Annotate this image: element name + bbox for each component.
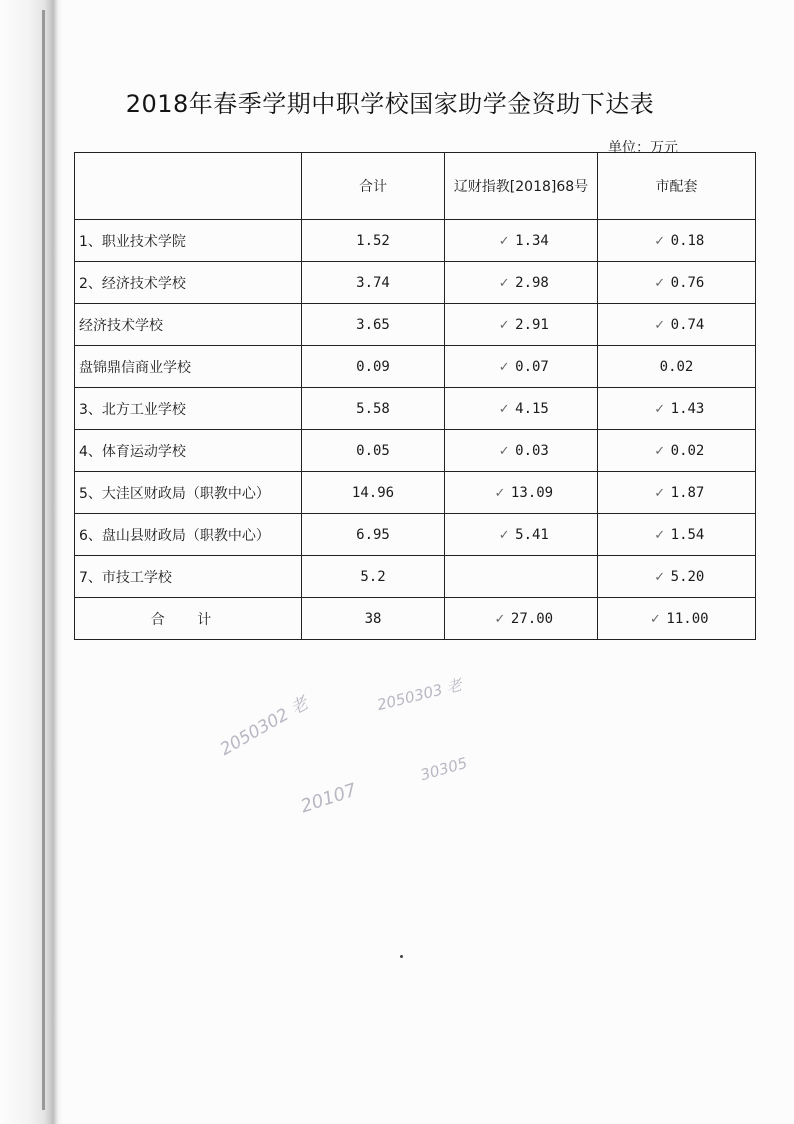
check-mark-icon: ✓ bbox=[498, 275, 510, 291]
handwritten-note: 2050303 老 bbox=[375, 675, 464, 715]
row-provincial-value: 2.91 bbox=[515, 316, 549, 333]
row-name: 1、职业技术学院 bbox=[75, 220, 302, 262]
row-total: 0.05 bbox=[302, 430, 445, 472]
check-mark-icon: ✓ bbox=[494, 485, 506, 501]
check-mark-icon: ✓ bbox=[654, 317, 666, 333]
row-provincial-value: 1.34 bbox=[515, 232, 549, 249]
row-name: 经济技术学校 bbox=[75, 304, 302, 346]
check-mark-icon: ✓ bbox=[654, 401, 666, 417]
unit-label: 单位：万元 bbox=[608, 140, 678, 156]
row-name: 4、体育运动学校 bbox=[75, 430, 302, 472]
row-city-value: 1.87 bbox=[670, 484, 705, 501]
header-provincial: 辽财指教[2018]68号 bbox=[445, 153, 598, 220]
check-mark-icon: ✓ bbox=[654, 443, 666, 459]
sum-total: 38 bbox=[302, 598, 445, 640]
sum-city-value: 11.00 bbox=[666, 610, 709, 627]
sum-provincial bbox=[445, 598, 598, 640]
check-mark-icon: ✓ bbox=[498, 443, 510, 459]
row-city bbox=[598, 556, 756, 598]
table-row bbox=[75, 472, 756, 514]
row-name: 7、市技工学校 bbox=[75, 556, 302, 598]
row-provincial-value: 5.41 bbox=[515, 526, 549, 543]
document-title: 2018年春季学期中职学校国家助学金资助下达表 bbox=[125, 90, 655, 118]
row-total: 5.58 bbox=[302, 388, 445, 430]
row-name: 5、大洼区财政局（职教中心） bbox=[75, 472, 302, 514]
table-row bbox=[75, 304, 756, 346]
row-city-value: 0.02 bbox=[659, 358, 694, 375]
row-city bbox=[598, 388, 756, 430]
scan-speck bbox=[400, 955, 403, 958]
table-row bbox=[75, 514, 756, 556]
row-city bbox=[598, 472, 756, 514]
table-row bbox=[75, 220, 756, 262]
check-mark-icon: ✓ bbox=[498, 527, 510, 543]
row-city-value: 0.18 bbox=[670, 232, 705, 249]
row-city-value: 5.20 bbox=[670, 568, 705, 585]
header-name bbox=[75, 153, 302, 220]
row-city bbox=[598, 262, 756, 304]
row-provincial bbox=[445, 262, 598, 304]
row-provincial-value: 13.09 bbox=[510, 484, 554, 501]
grant-table bbox=[74, 152, 756, 640]
row-city-value: 0.74 bbox=[670, 316, 705, 333]
row-name: 3、北方工业学校 bbox=[75, 388, 302, 430]
sum-city bbox=[598, 598, 756, 640]
binding-line bbox=[42, 10, 45, 1110]
row-provincial bbox=[445, 556, 598, 598]
header-total: 合计 bbox=[302, 153, 445, 220]
handwritten-note: 30305 bbox=[418, 753, 470, 785]
row-name: 盘锦鼎信商业学校 bbox=[75, 346, 302, 388]
row-total: 5.2 bbox=[302, 556, 445, 598]
sum-provincial-value: 27.00 bbox=[510, 610, 554, 627]
row-provincial bbox=[445, 388, 598, 430]
row-provincial bbox=[445, 514, 598, 556]
header-city: 市配套 bbox=[598, 153, 756, 220]
row-city-value: 0.76 bbox=[670, 274, 705, 291]
check-mark-icon: ✓ bbox=[498, 317, 510, 333]
check-mark-icon: ✓ bbox=[498, 401, 510, 417]
row-name: 2、经济技术学校 bbox=[75, 262, 302, 304]
row-provincial bbox=[445, 472, 598, 514]
row-total: 3.65 bbox=[302, 304, 445, 346]
table-row bbox=[75, 388, 756, 430]
table-header-row bbox=[75, 153, 756, 220]
scan-binding-edge bbox=[0, 0, 62, 1124]
row-city bbox=[598, 220, 756, 262]
row-provincial bbox=[445, 346, 598, 388]
row-city bbox=[598, 304, 756, 346]
row-provincial-value: 0.03 bbox=[515, 442, 549, 459]
check-mark-icon: ✓ bbox=[654, 275, 666, 291]
check-mark-icon: ✓ bbox=[498, 233, 510, 249]
table-row bbox=[75, 430, 756, 472]
check-mark-icon: ✓ bbox=[654, 527, 666, 543]
table-row bbox=[75, 346, 756, 388]
table-row bbox=[75, 556, 756, 598]
row-provincial-value: 4.15 bbox=[515, 400, 549, 417]
row-city bbox=[598, 430, 756, 472]
row-provincial-value: 2.98 bbox=[515, 274, 549, 291]
row-provincial bbox=[445, 430, 598, 472]
table-row bbox=[75, 262, 756, 304]
row-name: 6、盘山县财政局（职教中心） bbox=[75, 514, 302, 556]
check-mark-icon: ✓ bbox=[649, 611, 661, 627]
row-city-value: 1.43 bbox=[670, 400, 705, 417]
sum-label: 合 计 bbox=[75, 598, 302, 640]
check-mark-icon: ✓ bbox=[494, 611, 506, 627]
row-total: 6.95 bbox=[302, 514, 445, 556]
check-mark-icon: ✓ bbox=[654, 569, 666, 585]
table-sum-row bbox=[75, 598, 756, 640]
row-provincial-value: 0.07 bbox=[515, 358, 549, 375]
row-total: 0.09 bbox=[302, 346, 445, 388]
row-total: 3.74 bbox=[302, 262, 445, 304]
check-mark-icon: ✓ bbox=[654, 233, 666, 249]
row-city bbox=[598, 346, 756, 388]
check-mark-icon: ✓ bbox=[654, 485, 666, 501]
handwritten-note: 20107 bbox=[298, 779, 360, 818]
row-provincial bbox=[445, 304, 598, 346]
row-total: 14.96 bbox=[302, 472, 445, 514]
handwritten-note: 2050302 老 bbox=[216, 693, 312, 760]
row-provincial bbox=[445, 220, 598, 262]
row-city-value: 1.54 bbox=[670, 526, 705, 543]
row-city bbox=[598, 514, 756, 556]
row-total: 1.52 bbox=[302, 220, 445, 262]
check-mark-icon: ✓ bbox=[498, 359, 510, 375]
row-city-value: 0.02 bbox=[670, 442, 705, 459]
